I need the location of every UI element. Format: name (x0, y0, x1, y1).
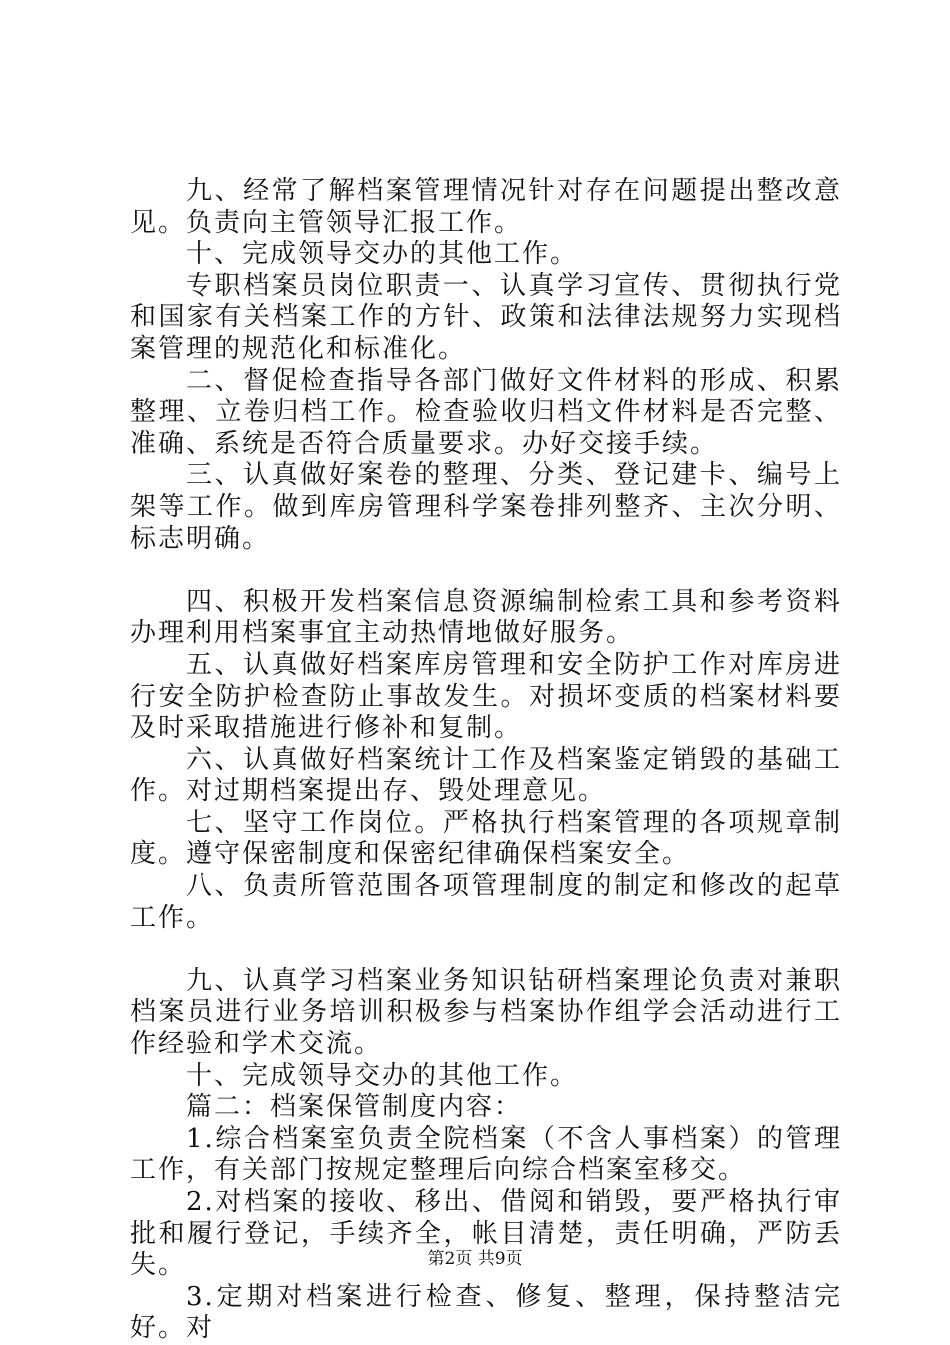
document-body (130, 176, 842, 1345)
paragraph: 八、负责所管范围各项管理制度的制定和修改的起草工作。 (130, 871, 842, 933)
paragraph-gap (130, 555, 842, 587)
paragraph: 五、认真做好档案库房管理和安全防护工作对库房进行安全防护检查防止事故发生。对损坏变质的档案材料要及时采取措施进行修补和复制。 (130, 649, 842, 744)
paragraph: 九、经常了解档案管理情况针对存在问题提出整改意见。负责向主管领导汇报工作。 (130, 176, 842, 238)
paragraph: 二、督促检查指导各部门做好文件材料的形成、积累整理、立卷归档工作。检查验收归档文件材料是否完整、准确、系统是否符合质量要求。办好交接手续。 (130, 365, 842, 459)
paragraph: 3.定期对档案进行检查、修复、整理，保持整洁完好。对 (130, 1281, 842, 1344)
paragraph: 专职档案员岗位职责一、认真学习宣传、贯彻执行党和国家有关档案工作的方针、政策和法律法规努力实现档案管理的规范化和标准化。 (130, 270, 842, 364)
paragraph: 篇二：档案保管制度内容： (186, 1092, 523, 1123)
paragraph: 十、完成领导交办的其他工作。 (186, 1060, 579, 1091)
paragraph: 三、认真做好案卷的整理、分类、登记建卡、编号上架等工作。做到库房管理科学案卷排列整齐、主次分明、标志明确。 (130, 460, 842, 554)
paragraph: 六、认真做好档案统计工作及档案鉴定销毁的基础工作。对过期档案提出存、毁处理意见。 (130, 744, 842, 807)
page-number-footer: 第2页 共9页 (427, 1249, 523, 1269)
paragraph: 1.综合档案室负责全院档案（不含人事档案）的管理工作，有关部门按规定整理后向综合档案室移交。 (130, 1123, 842, 1186)
paragraph: 九、认真学习档案业务知识钻研档案理论负责对兼职档案员进行业务培训积极参与档案协作组学会活动进行工作经验和学术交流。 (130, 965, 842, 1060)
paragraph: 2.对档案的接收、移出、借阅和销毁，要严格执行审批和履行登记，手续齐全，帐目清楚，责任明确，严防丢失。 (130, 1187, 842, 1281)
paragraph-gap (130, 934, 842, 966)
paragraph: 七、坚守工作岗位。严格执行档案管理的各项规章制度。遵守保密制度和保密纪律确保档案安全。 (130, 807, 842, 870)
paragraph: 十、完成领导交办的其他工作。 (186, 239, 579, 270)
paragraph: 四、积极开发档案信息资源编制检索工具和参考资料办理利用档案事宜主动热情地做好服务。 (130, 586, 842, 649)
